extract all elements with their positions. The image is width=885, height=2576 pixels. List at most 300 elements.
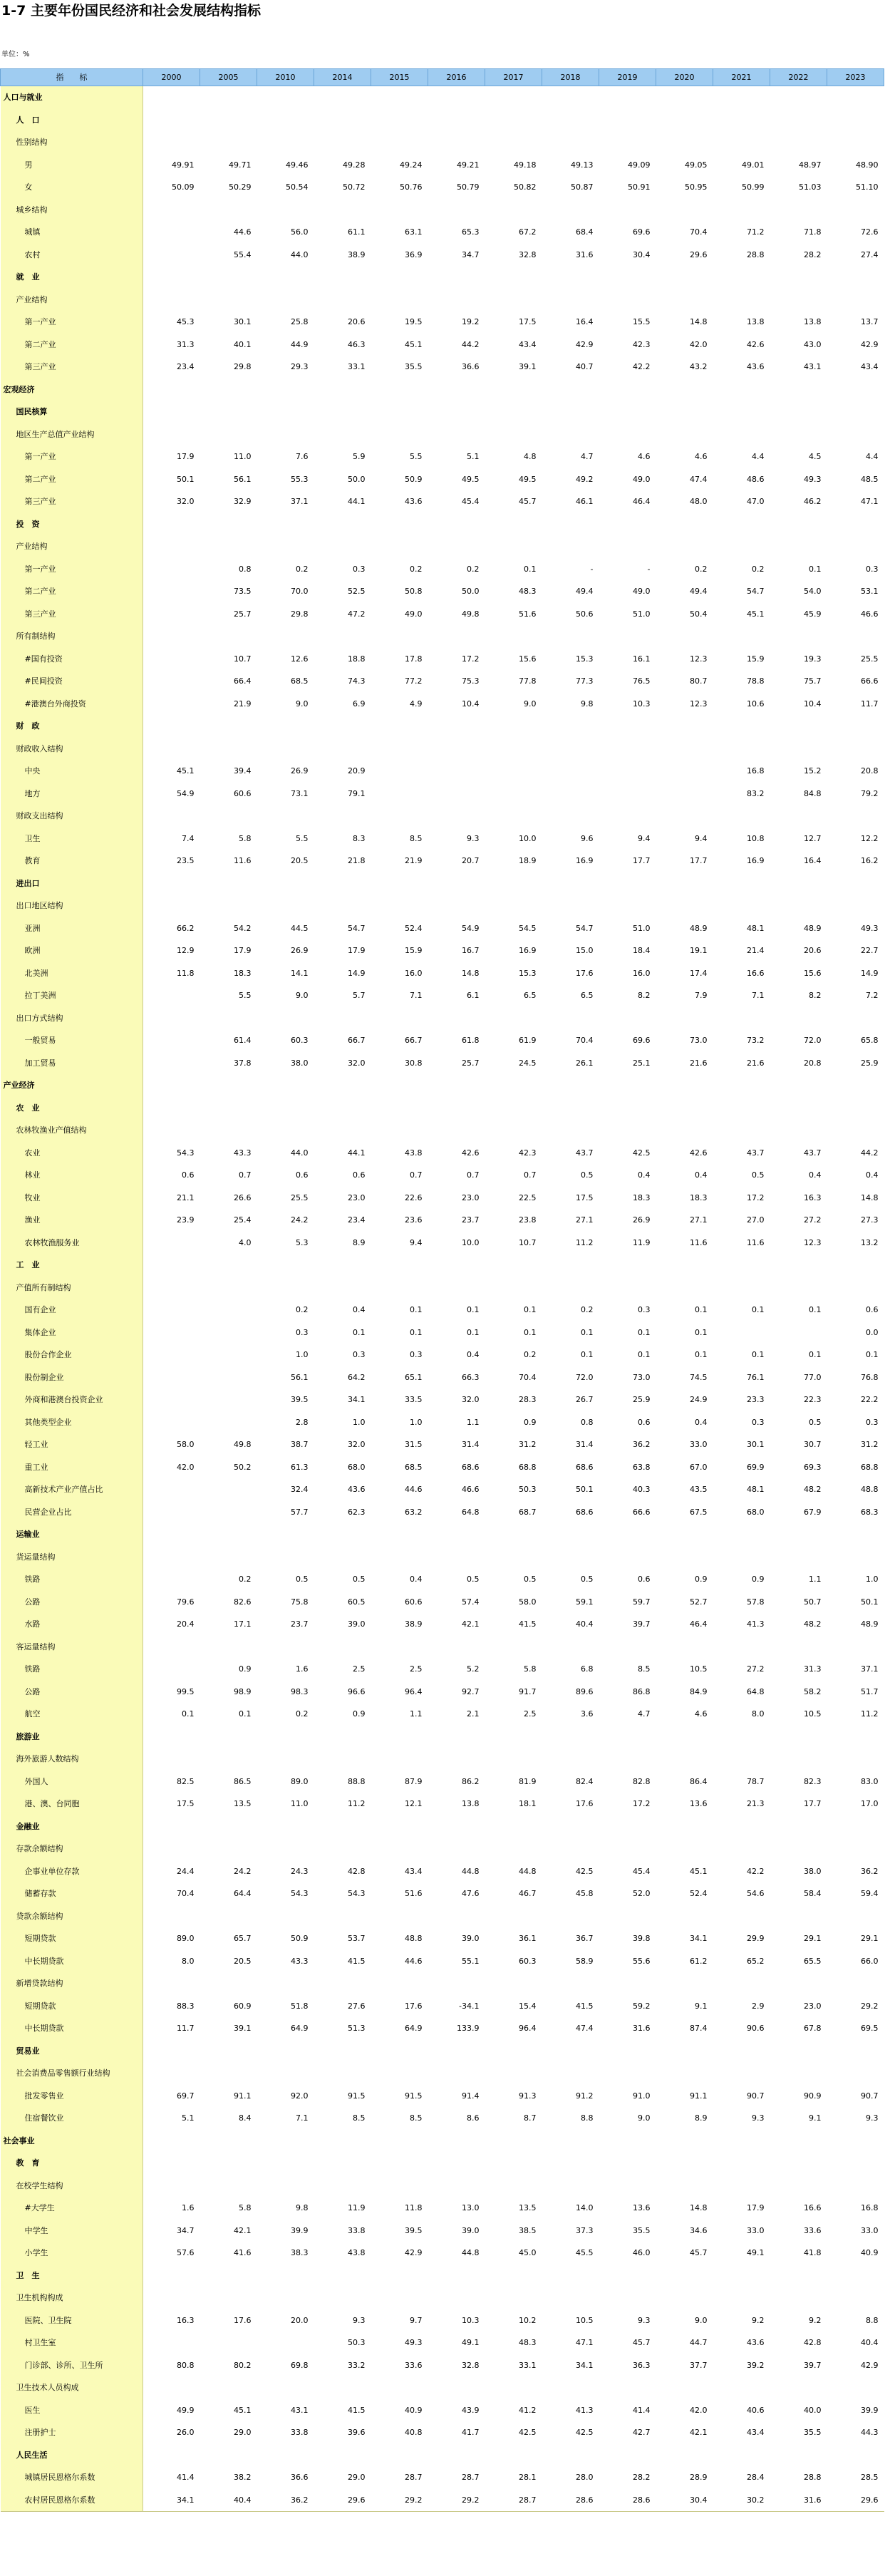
value-cell: [428, 1546, 485, 1569]
value-cell: 0.9: [752, 1575, 765, 1584]
value-cell: [371, 535, 428, 558]
value-cell: [542, 1523, 599, 1546]
value-cell: [599, 2444, 656, 2467]
value-cell: [770, 289, 827, 311]
value-cell: [770, 109, 827, 132]
value-cell: [770, 715, 827, 738]
value-cell: 69.8: [291, 2360, 309, 2370]
value-cell: [542, 805, 599, 828]
value-cell: [542, 401, 599, 423]
row-label: 在校学生结构: [1, 2175, 143, 2198]
value-cell: 49.3: [405, 2338, 423, 2347]
value-cell: 1.6: [182, 2203, 195, 2212]
value-cell: 29.2: [371, 2489, 428, 2512]
value-cell: [599, 2265, 656, 2287]
value-cell: 65.7: [234, 1934, 252, 1943]
value-cell: [143, 1344, 200, 1366]
value-cell: [656, 805, 713, 828]
value-cell: [314, 535, 371, 558]
value-cell: 34.1: [143, 2489, 200, 2512]
value-cell: 42.0: [690, 2405, 708, 2415]
value-cell: 27.1: [576, 1215, 594, 1225]
value-cell: [656, 1546, 713, 1569]
table-row: [1, 1658, 884, 1681]
value-cell: 45.7: [519, 497, 537, 506]
value-cell: 37.3: [576, 2225, 594, 2235]
value-cell: 9.0: [695, 2315, 708, 2325]
table-row: [1, 2085, 884, 2108]
value-cell: [428, 109, 485, 132]
value-cell: [713, 1972, 770, 1995]
value-cell: 40.6: [747, 2405, 765, 2415]
value-cell: 44.6: [405, 1485, 423, 1494]
value-cell: [542, 109, 599, 132]
value-cell: 33.6: [405, 2360, 423, 2370]
value-cell: 11.9: [633, 1237, 651, 1247]
value-cell: [713, 738, 770, 761]
value-cell: 89.6: [576, 1686, 594, 1696]
value-cell: 18.3: [633, 1192, 651, 1202]
value-cell: 9.0: [524, 699, 537, 709]
value-cell: 0.5: [581, 1170, 594, 1180]
value-cell: [770, 2062, 827, 2085]
value-cell: 50.95: [685, 182, 708, 192]
value-cell: 36.9: [405, 249, 423, 259]
value-cell: [542, 783, 599, 805]
value-cell: 11.7: [177, 2024, 195, 2033]
value-cell: [200, 1389, 257, 1411]
value-cell: [599, 199, 656, 222]
value-cell: [428, 2152, 485, 2175]
value-cell: 39.4: [234, 766, 252, 776]
value-cell: 5.5: [239, 991, 252, 1000]
value-cell: [257, 1097, 314, 1120]
value-cell: [371, 783, 428, 805]
value-cell: [713, 805, 770, 828]
value-cell: [200, 805, 257, 828]
value-cell: 70.4: [177, 1889, 195, 1898]
value-cell: [314, 1254, 371, 1277]
value-cell: [827, 2040, 884, 2063]
value-cell: [713, 1905, 770, 1928]
value-cell: [656, 1254, 713, 1277]
value-cell: 25.1: [633, 1058, 651, 1068]
value-cell: 66.3: [462, 1372, 480, 1382]
value-cell: [770, 1726, 827, 1748]
value-cell: 7.6: [296, 452, 309, 461]
value-cell: 88.8: [348, 1776, 366, 1786]
table-row: [1, 670, 884, 693]
value-cell: 99.5: [177, 1686, 195, 1696]
value-cell: [599, 1277, 656, 1299]
value-cell: 42.2: [747, 1866, 765, 1876]
value-cell: [827, 1074, 884, 1097]
value-cell: 26.9: [291, 766, 309, 776]
value-cell: 45.1: [405, 339, 423, 349]
value-cell: [200, 2265, 257, 2287]
value-cell: [428, 1007, 485, 1030]
value-cell: 9.2: [752, 2315, 765, 2325]
value-cell: 30.4: [633, 249, 651, 259]
value-cell: 15.9: [747, 654, 765, 664]
value-cell: [428, 86, 485, 109]
table-row: [1, 2399, 884, 2422]
value-cell: 38.5: [519, 2225, 537, 2235]
value-cell: [656, 2062, 713, 2085]
value-cell: 42.7: [633, 2428, 651, 2437]
value-cell: 54.9: [177, 788, 195, 798]
value-cell: [371, 131, 428, 154]
value-cell: 23.9: [177, 1215, 195, 1225]
value-cell: 54.5: [519, 923, 537, 933]
value-cell: 53.7: [348, 1934, 366, 1943]
value-cell: 26.9: [633, 1215, 651, 1225]
value-cell: [827, 199, 884, 222]
value-cell: [542, 2130, 599, 2153]
row-label: #国有投资: [1, 648, 143, 671]
value-cell: [257, 895, 314, 917]
value-cell: [485, 1277, 542, 1299]
value-cell: [428, 625, 485, 648]
value-cell: 133.9: [457, 2024, 480, 2033]
value-cell: 58.4: [804, 1889, 822, 1898]
row-label: 第二产业: [1, 334, 143, 356]
value-cell: 0.2: [296, 564, 309, 574]
value-cell: 43.4: [861, 362, 879, 371]
value-cell: 57.4: [462, 1597, 480, 1607]
value-cell: [314, 2444, 371, 2467]
value-cell: [143, 580, 200, 603]
value-cell: [542, 2062, 599, 2085]
value-cell: [143, 266, 200, 289]
row-label: 港、澳、台同胞: [1, 1793, 143, 1815]
value-cell: [542, 1097, 599, 1120]
value-cell: [485, 2376, 542, 2399]
value-cell: 28.3: [519, 1395, 537, 1404]
value-cell: 0.5: [467, 1575, 480, 1584]
table-row: [1, 1726, 884, 1748]
value-cell: [371, 401, 428, 423]
value-cell: 69.5: [861, 2024, 879, 2033]
value-cell: [827, 131, 884, 154]
value-cell: 0.4: [467, 1350, 480, 1359]
value-cell: [656, 1074, 713, 1097]
value-cell: 0.1: [410, 1305, 423, 1314]
value-cell: [656, 1815, 713, 1838]
value-cell: [428, 1074, 485, 1097]
value-cell: 39.6: [348, 2428, 366, 2437]
value-cell: [371, 625, 428, 648]
value-cell: [143, 2062, 200, 2085]
value-cell: 9.1: [809, 2113, 822, 2123]
table-row: [1, 648, 884, 671]
value-cell: 13.8: [804, 317, 822, 326]
value-cell: [314, 1838, 371, 1860]
value-cell: 20.8: [804, 1058, 822, 1068]
value-cell: 0.1: [752, 1350, 765, 1359]
value-cell: 82.8: [633, 1776, 651, 1786]
table-row: [1, 1815, 884, 1838]
value-cell: [542, 1905, 599, 1928]
value-cell: [143, 1007, 200, 1030]
value-cell: 9.0: [296, 991, 309, 1000]
value-cell: 32.0: [177, 497, 195, 506]
value-cell: 11.0: [291, 1799, 309, 1808]
value-cell: 55.4: [234, 249, 252, 259]
value-cell: 34.7: [462, 249, 480, 259]
row-label: 高新技术产业产值占比: [1, 1478, 143, 1501]
value-cell: [257, 1972, 314, 1995]
table-row: [1, 1793, 884, 1815]
value-cell: 23.7: [462, 1215, 480, 1225]
value-cell: 77.3: [576, 676, 594, 686]
value-cell: 15.6: [804, 968, 822, 978]
value-cell: [257, 2152, 314, 2175]
row-label: 女: [1, 176, 143, 199]
value-cell: 11.6: [234, 856, 252, 865]
value-cell: [485, 805, 542, 828]
value-cell: 49.21: [457, 160, 480, 170]
value-cell: [485, 378, 542, 401]
value-cell: 54.6: [747, 1889, 765, 1898]
row-label: 农业: [1, 1142, 143, 1165]
value-cell: 58.9: [576, 1956, 594, 1966]
value-cell: [314, 2040, 371, 2063]
value-cell: [200, 1636, 257, 1659]
value-cell: 41.3: [576, 2405, 594, 2415]
value-cell: [428, 805, 485, 828]
value-cell: 16.9: [747, 856, 765, 865]
table-row: [1, 558, 884, 581]
value-cell: 35.5: [405, 362, 423, 371]
row-label: 投 资: [1, 513, 143, 536]
value-cell: 7.2: [866, 991, 879, 1000]
value-cell: 9.3: [752, 2113, 765, 2123]
value-cell: 21.8: [348, 856, 366, 865]
value-cell: [143, 1748, 200, 1771]
table-row: [1, 1411, 884, 1434]
value-cell: [713, 1815, 770, 1838]
value-cell: 40.4: [576, 1619, 594, 1629]
row-label: 第一产业: [1, 311, 143, 334]
value-cell: [485, 2175, 542, 2198]
value-cell: [143, 2130, 200, 2153]
value-cell: 66.4: [234, 676, 252, 686]
value-cell: [200, 2332, 257, 2354]
header-year: 2023: [827, 69, 884, 86]
value-cell: [656, 109, 713, 132]
value-cell: 32.0: [462, 1395, 480, 1404]
value-cell: 36.1: [519, 1934, 537, 1943]
value-cell: 27.3: [861, 1215, 879, 1225]
value-cell: 20.9: [348, 766, 366, 776]
value-cell: 12.9: [177, 946, 195, 955]
value-cell: 44.6: [405, 1956, 423, 1966]
value-cell: 0.1: [695, 1327, 708, 1337]
value-cell: [599, 2376, 656, 2399]
row-label: 村卫生室: [1, 2332, 143, 2354]
header-year: 2020: [656, 69, 713, 86]
value-cell: 17.6: [576, 968, 594, 978]
value-cell: [428, 289, 485, 311]
row-label: 工 业: [1, 1254, 143, 1277]
value-cell: [485, 1546, 542, 1569]
value-cell: 43.4: [405, 1866, 423, 1876]
table-row: [1, 131, 884, 154]
value-cell: [371, 805, 428, 828]
value-cell: 8.5: [353, 2113, 366, 2123]
value-cell: [827, 289, 884, 311]
value-cell: [827, 401, 884, 423]
value-cell: 68.8: [861, 1462, 879, 1472]
value-cell: [200, 1097, 257, 1120]
value-cell: [599, 783, 656, 805]
value-cell: [656, 1726, 713, 1748]
value-cell: [314, 131, 371, 154]
value-cell: 68.6: [576, 1507, 594, 1517]
value-cell: [371, 513, 428, 536]
value-cell: 11.8: [177, 968, 195, 978]
value-cell: [371, 1636, 428, 1659]
value-cell: 48.2: [804, 1619, 822, 1629]
value-cell: [542, 1074, 599, 1097]
row-label: 牧业: [1, 1187, 143, 1210]
value-cell: 50.1: [861, 1597, 879, 1607]
value-cell: [314, 1546, 371, 1569]
value-cell: 38.0: [291, 1058, 309, 1068]
value-cell: 24.9: [690, 1395, 708, 1404]
value-cell: 1.1: [410, 1709, 423, 1719]
value-cell: 0.3: [353, 564, 366, 574]
value-cell: [599, 895, 656, 917]
table-row: [1, 1995, 884, 2018]
value-cell: 42.8: [804, 2338, 822, 2347]
value-cell: [770, 1523, 827, 1546]
value-cell: [542, 2152, 599, 2175]
row-label: 城镇居民恩格尔系数: [1, 2466, 143, 2489]
value-cell: 25.9: [861, 1058, 879, 1068]
value-cell: [542, 86, 599, 109]
value-cell: 20.0: [291, 2315, 309, 2325]
value-cell: 28.9: [690, 2473, 708, 2482]
value-cell: [200, 423, 257, 446]
value-cell: 9.4: [638, 833, 651, 843]
value-cell: [257, 738, 314, 761]
table-row: [1, 2421, 884, 2444]
value-cell: 0.5: [809, 1417, 822, 1427]
table-row: [1, 423, 884, 446]
value-cell: 48.1: [747, 1485, 765, 1494]
value-cell: 49.5: [462, 474, 480, 484]
value-cell: 17.6: [405, 2001, 423, 2011]
value-cell: 44.6: [234, 227, 252, 237]
value-cell: [428, 378, 485, 401]
table-row: [1, 1905, 884, 1928]
value-cell: 43.6: [405, 497, 423, 506]
row-label: 出口地区结构: [1, 895, 143, 917]
table-row: [1, 693, 884, 716]
value-cell: 66.0: [861, 1956, 879, 1966]
value-cell: 92.0: [291, 2091, 309, 2101]
value-cell: 0.9: [353, 1709, 366, 1719]
value-cell: 25.5: [861, 654, 879, 664]
value-cell: 12.3: [804, 1237, 822, 1247]
value-cell: 38.7: [291, 1440, 309, 1449]
value-cell: [314, 1074, 371, 1097]
value-cell: 72.0: [576, 1372, 594, 1382]
value-cell: [143, 289, 200, 311]
value-cell: [200, 1748, 257, 1771]
value-cell: [371, 715, 428, 738]
header-year: 2019: [599, 69, 656, 86]
table-row: [1, 1636, 884, 1659]
value-cell: 17.2: [747, 1192, 765, 1202]
value-cell: 23.0: [804, 2001, 822, 2011]
row-label: 铁路: [1, 1568, 143, 1591]
value-cell: 65.3: [462, 227, 480, 237]
value-cell: 31.5: [405, 1440, 423, 1449]
value-cell: 91.1: [234, 2091, 252, 2101]
value-cell: [143, 1389, 200, 1411]
value-cell: 79.6: [177, 1597, 195, 1607]
value-cell: 64.8: [747, 1686, 765, 1696]
value-cell: [599, 2175, 656, 2198]
value-cell: [143, 648, 200, 671]
value-cell: 6.9: [353, 699, 366, 709]
value-cell: [485, 1726, 542, 1748]
value-cell: [371, 1254, 428, 1277]
value-cell: [542, 625, 599, 648]
value-cell: 30.1: [747, 1440, 765, 1449]
value-cell: 0.1: [809, 1305, 822, 1314]
value-cell: 49.71: [229, 160, 252, 170]
value-cell: 21.6: [747, 1058, 765, 1068]
value-cell: [827, 1007, 884, 1030]
row-label: 贷款余额结构: [1, 1905, 143, 1928]
value-cell: 33.8: [348, 2225, 366, 2235]
value-cell: 23.4: [348, 1215, 366, 1225]
value-cell: 49.09: [628, 160, 651, 170]
value-cell: 12.7: [804, 833, 822, 843]
row-label: 人 口: [1, 109, 143, 132]
value-cell: 1.0: [410, 1417, 423, 1427]
header-year: 2000: [143, 69, 200, 86]
value-cell: [770, 1972, 827, 1995]
value-cell: 49.0: [633, 474, 651, 484]
value-cell: 41.5: [348, 2405, 366, 2415]
value-cell: [200, 513, 257, 536]
row-label: 门诊部、诊所、卫生所: [1, 2354, 143, 2377]
value-cell: 41.8: [804, 2248, 822, 2257]
row-label: 贸易业: [1, 2040, 143, 2063]
row-label: 公路: [1, 1681, 143, 1704]
table-row: [1, 1322, 884, 1344]
value-cell: [371, 1726, 428, 1748]
value-cell: [257, 2376, 314, 2399]
value-cell: [314, 2175, 371, 2198]
value-cell: 9.3: [866, 2113, 879, 2123]
table-row: [1, 1681, 884, 1704]
value-cell: 1.6: [296, 1664, 309, 1674]
value-cell: 40.0: [804, 2405, 822, 2415]
value-cell: [713, 2130, 770, 2153]
value-cell: 32.0: [348, 1058, 366, 1068]
value-cell: [200, 1366, 257, 1389]
value-cell: [428, 1726, 485, 1748]
value-cell: [656, 2444, 713, 2467]
table-row: [1, 603, 884, 626]
table-row: [1, 1501, 884, 1524]
